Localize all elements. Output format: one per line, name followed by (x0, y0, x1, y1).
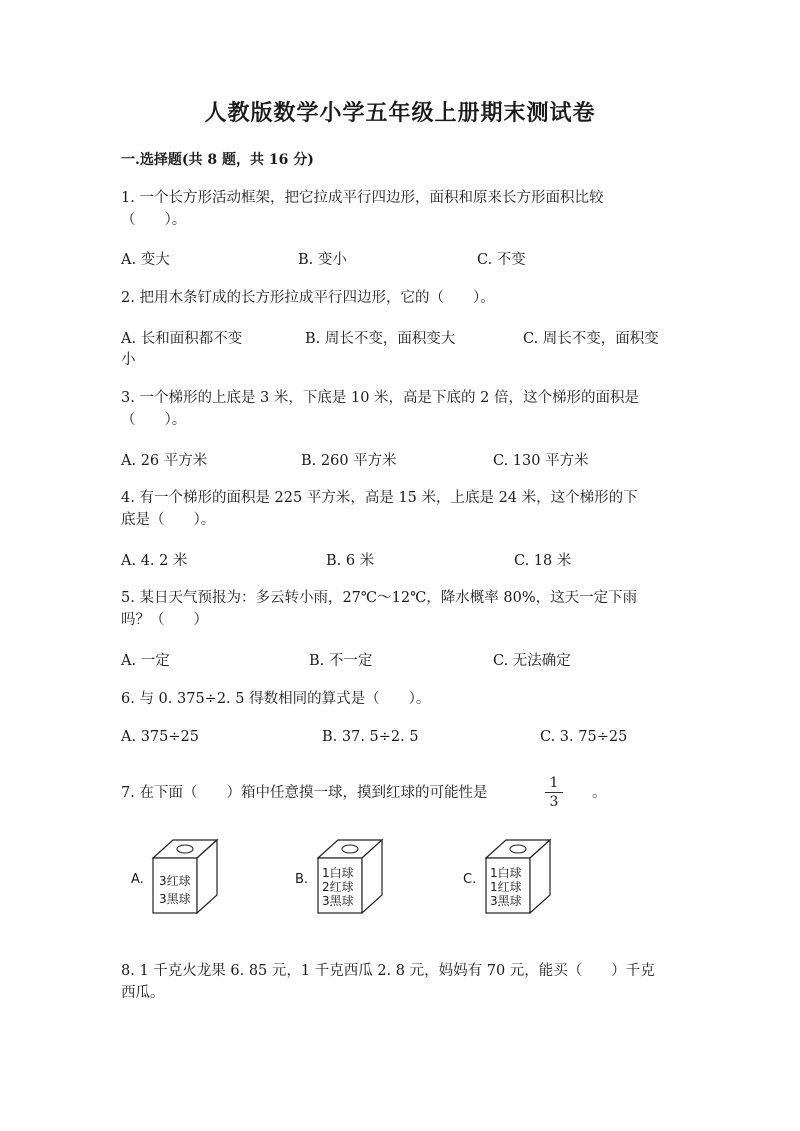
question-5-option-a: A. 一定 (121, 653, 170, 669)
question-4-line-2: 底是（ ）。 (121, 512, 216, 528)
question-2-option-c: C. 周长不变，面积变 (523, 331, 659, 347)
question-2-line-1: 2. 把用木条钉成的长方形拉成平行四边形，它的（ ）。 (121, 290, 495, 306)
question-5-line-2: 吗？（ ） (121, 612, 208, 628)
question-2-option-c-wrap: 小 (121, 352, 136, 368)
question-2-option-b: B. 周长不变，面积变大 (305, 331, 456, 347)
question-4-option-a: A. 4. 2 米 (121, 553, 188, 569)
question-6-option-b: B. 37. 5÷2. 5 (322, 729, 419, 745)
fraction-numerator: 1 (549, 775, 559, 791)
question-1-option-b: B. 变小 (298, 252, 347, 268)
box-b-white-balls: 1白球 (322, 866, 354, 880)
box-c-label: C. (463, 872, 477, 887)
fraction-bar (545, 792, 563, 793)
question-3-option-a: A. 26 平方米 (121, 453, 208, 469)
box-c-black-balls: 3黑球 (490, 894, 522, 908)
box-a-red-balls: 3红球 (159, 874, 191, 888)
question-1-option-c: C. 不变 (477, 252, 526, 268)
question-6-option-a: A. 375÷25 (121, 729, 199, 745)
question-3-option-c: C. 130 平方米 (493, 453, 589, 469)
box-a-black-balls: 3黑球 (159, 892, 191, 906)
fraction-one-third (545, 775, 563, 810)
box-a-label: A. (131, 872, 144, 887)
question-4-option-b: B. 6 米 (326, 553, 375, 569)
fraction-denominator: 3 (549, 794, 559, 810)
question-5-line-1: 5. 某日天气预报为：多云转小雨，27℃～12℃，降水概率 80%，这天一定下雨 (121, 590, 638, 606)
question-2-option-a: A. 长和面积都不变 (121, 331, 243, 347)
question-6-line-1: 6. 与 0. 375÷2. 5 得数相同的算式是（ ）。 (121, 691, 431, 707)
question-1-line-1: 1. 一个长方形活动框架，把它拉成平行四边形，面积和原来长方形面积比较 (121, 190, 604, 206)
question-3-line-2: （ ）。 (121, 412, 187, 428)
question-5-option-c: C. 无法确定 (493, 653, 571, 669)
page-title: 人教版数学小学五年级上册期末测试卷 (204, 100, 596, 126)
question-6-option-c: C. 3. 75÷25 (540, 729, 628, 745)
box-b-red-balls: 2红球 (322, 880, 354, 894)
question-4-line-1: 4. 有一个梯形的面积是 225 平方米，高是 15 米，上底是 24 米，这个梯形的下 (121, 490, 638, 506)
question-7-line-1: 7. 在下面（ ）箱中任意摸一球，摸到红球的可能性是 (121, 785, 488, 801)
question-4-option-c: C. 18 米 (514, 553, 572, 569)
box-b-label: B. (295, 872, 309, 887)
question-8-line-2: 西瓜。 (121, 985, 165, 1001)
question-7-line-end: 。 (592, 785, 607, 801)
question-3-option-b: B. 260 平方米 (301, 453, 397, 469)
box-c-white-balls: 1白球 (490, 866, 522, 880)
question-1-option-a: A. 变大 (121, 252, 170, 268)
box-c-red-balls: 1红球 (490, 880, 522, 894)
question-8-line-1: 8. 1 千克火龙果 6. 85 元，1 千克西瓜 2. 8 元，妈妈有 70 元，能买（ ）千克 (121, 963, 655, 979)
box-b-black-balls: 3黑球 (322, 894, 354, 908)
question-1-line-2: （ ）。 (121, 212, 187, 228)
question-5-option-b: B. 不一定 (309, 653, 373, 669)
question-3-line-1: 3. 一个梯形的上底是 3 米，下底是 10 米，高是下底的 2 倍，这个梯形的面积是 (121, 390, 639, 406)
section-heading: 一.选择题(共 8 题，共 16 分) (121, 152, 314, 168)
